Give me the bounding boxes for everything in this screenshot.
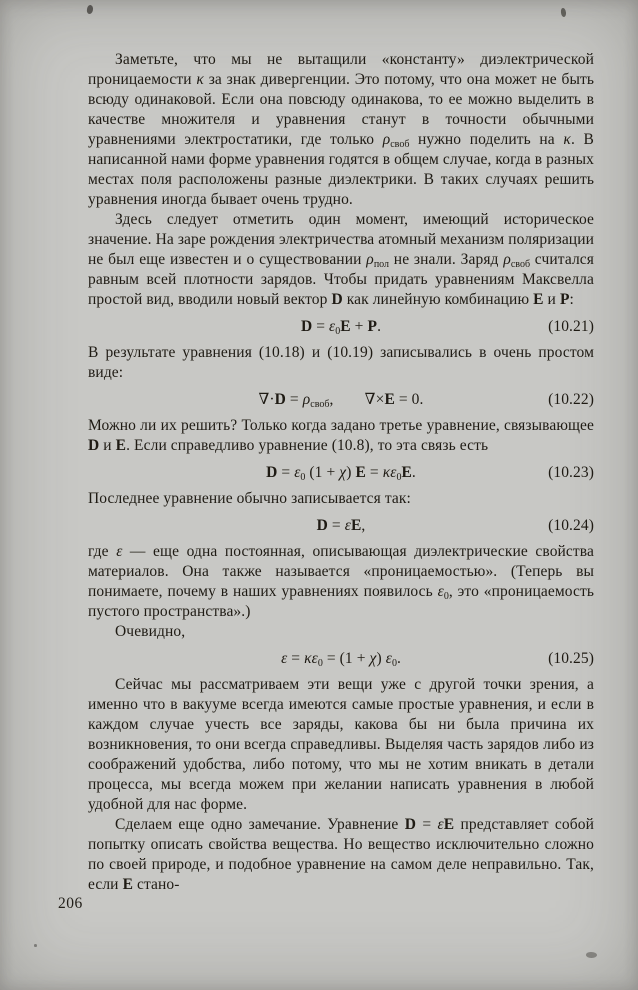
text-run: = 0. <box>394 391 424 408</box>
equation-number: (10.25) <box>548 650 594 667</box>
equation <box>88 317 594 337</box>
equation-number: (10.21) <box>548 318 594 335</box>
scan-artifact-top-right <box>561 8 567 17</box>
text-run: стано- <box>133 876 180 893</box>
vector-symbol: E <box>350 517 362 534</box>
text-run: . Если справедливо уравнение (10.8), то эта связь есть <box>126 437 489 454</box>
vector-symbol: D <box>274 391 286 408</box>
text-run: ) <box>376 650 386 667</box>
math-symbol: ρ <box>366 251 374 268</box>
vector-symbol: E <box>340 318 351 335</box>
math-symbol: ε <box>281 650 288 667</box>
text-run: Заметьте, что мы не вытащили «константу» диэлектрической проницаемости <box>88 51 594 88</box>
scan-artifact-bottom-left <box>34 944 37 947</box>
subscript: 0 <box>335 326 341 337</box>
vector-symbol: P <box>559 291 570 308</box>
text-run: Последнее уравнение обычно записывается так: <box>88 490 411 507</box>
math-symbol: ε <box>344 517 351 534</box>
text-run: ∇· <box>258 391 275 408</box>
vector-symbol: E <box>115 437 127 454</box>
math-symbol: ε <box>437 816 444 833</box>
equation-body <box>258 391 423 408</box>
paragraph <box>88 343 594 383</box>
text-run: . <box>411 464 416 481</box>
text-run: , <box>361 517 366 534</box>
math-symbol: ε <box>385 650 392 667</box>
math-symbol: χ <box>339 464 347 481</box>
equation <box>88 516 594 536</box>
math-symbol: κε <box>304 650 318 667</box>
vector-symbol: D <box>331 291 343 308</box>
math-symbol: ε <box>329 318 336 335</box>
text-run: Можно ли их решить? Только когда задано третье уравнение, связывающее <box>88 417 594 434</box>
text-run: : <box>569 291 574 308</box>
subscript: 0 <box>391 658 397 669</box>
paragraph <box>88 542 594 622</box>
text-column <box>88 50 594 895</box>
vector-symbol: E <box>122 876 134 893</box>
math-symbol: ε <box>116 543 123 560</box>
text-run: ∇× <box>364 391 385 408</box>
vector-symbol: D <box>300 318 313 335</box>
paragraph <box>88 622 594 642</box>
text-run: (1 + <box>305 464 340 481</box>
equation-body <box>281 650 401 667</box>
equation-body <box>317 517 366 534</box>
paragraph <box>88 675 594 815</box>
text-run: = <box>287 650 305 667</box>
text-run: не знали. Заряд <box>389 251 504 268</box>
subscript: пол <box>373 259 390 270</box>
math-symbol: ρ <box>382 131 391 148</box>
vector-symbol: E <box>533 291 544 308</box>
subscript: своб <box>510 259 531 270</box>
math-symbol: κ <box>196 71 204 88</box>
subscript: своб <box>390 139 410 150</box>
vector-symbol: D <box>88 437 100 454</box>
equation-number: (10.24) <box>548 517 594 534</box>
subscript: 0 <box>317 658 323 669</box>
subscript: 0 <box>443 591 449 602</box>
text-run: В результате уравнения (10.18) и (10.19) записывались в очень простом виде: <box>88 344 594 381</box>
equation <box>88 463 594 483</box>
math-symbol: κ <box>563 131 571 148</box>
text-run: Очевидно, <box>115 623 186 640</box>
text-run: считался равным всей плотности зарядов. Чтобы придать уравнениям Максвелла простой вид, вводили новый вектор <box>88 251 594 308</box>
math-symbol: κε <box>382 464 397 481</box>
paragraph <box>88 489 594 509</box>
text-run: как линейную комбинацию <box>342 291 534 308</box>
text-run: представляет собой попытку описать свойства вещества. Но вещество исключительно сложно по своей природе, и подобное уравнение на самом деле неправильно. Так, если <box>88 816 594 893</box>
text-run: и <box>99 437 116 454</box>
text-run: = (1 + <box>322 650 370 667</box>
text-run: . <box>377 318 382 335</box>
text-run: = <box>416 816 438 833</box>
equation <box>88 649 594 669</box>
math-symbol: ε <box>437 583 444 600</box>
vector-symbol: E <box>443 816 455 833</box>
text-run: = <box>277 464 295 481</box>
text-run: ) <box>346 464 356 481</box>
vector-symbol: E <box>384 391 395 408</box>
text-run: Сделаем еще одно замечание. Уравнение <box>115 816 405 833</box>
math-symbol: ρ <box>302 391 311 408</box>
equation-number: (10.22) <box>548 391 594 408</box>
text-run: и <box>543 291 560 308</box>
equation-body <box>301 318 381 335</box>
text-run: за знак дивергенции. Это потому, что она может не быть всюду одинаковой. Если она повсюду одинакова, то ее можно выделить в качестве множителя и уравнения станут в точности обычными уравнениями электростатики, где только <box>88 71 595 148</box>
scan-artifact-bottom-right <box>586 952 597 958</box>
text-run: , <box>329 391 365 408</box>
equation-number: (10.23) <box>548 464 594 481</box>
subscript: 0 <box>300 472 306 483</box>
text-run: = <box>365 464 383 481</box>
math-symbol: ε <box>294 464 301 481</box>
text-run: где <box>88 543 117 560</box>
text-run: , это «проницаемость пустого пространства».) <box>88 583 594 620</box>
text-run: Здесь следует отметить один момент, имеющий историческое значение. На заре рождения электричества атомный механизм поляризации не был еще известен и о существовании <box>88 211 594 268</box>
paragraph <box>88 210 594 310</box>
text-run: — еще одна постоянная, описывающая диэлектрические свойства материалов. Она также называется «проницаемостью». (Теперь вы понимаете, почему в наших уравнениях появилось <box>88 543 594 600</box>
paragraph <box>88 416 594 456</box>
text-run: = <box>327 517 345 534</box>
vector-symbol: D <box>404 816 417 833</box>
scan-artifact-top-left <box>86 4 94 14</box>
vector-symbol: D <box>316 517 328 534</box>
vector-symbol: E <box>355 464 366 481</box>
vector-symbol: D <box>266 464 278 481</box>
text-run: нужно поделить на <box>409 131 564 148</box>
vector-symbol: P <box>367 318 378 335</box>
text-run: . В написанной нами форме уравнения годятся в общем случае, когда в разных местах поля расположены разные диэлектрики. В таких случаях решить уравнения иногда бывает очень трудно. <box>88 131 594 208</box>
text-run: . <box>396 650 401 667</box>
subscript: своб <box>310 399 330 410</box>
text-run: Сейчас мы рассматриваем эти вещи уже с другой точки зрения, а именно что в вакууме всегда имеются самые простые уравнения, и если в каждом случае учесть все заряды, какова бы ни была причина их возникновения, то они всегда справедливы. Выделяя часть зарядов либо из соображений удобства, либо потому, что мы не хотим вникать в детали процесса, мы всегда можем при желании написать уравнения в любой удобной для нас форме. <box>88 676 594 813</box>
paragraph <box>88 50 594 210</box>
text-run: + <box>350 318 368 335</box>
vector-symbol: E <box>401 464 412 481</box>
text-run: = <box>285 391 303 408</box>
paragraph <box>88 815 594 895</box>
equation-body <box>266 464 416 481</box>
math-symbol: χ <box>369 650 377 667</box>
text-run: = <box>312 318 330 335</box>
page-number: 206 <box>58 895 83 912</box>
equation <box>88 390 594 410</box>
subscript: 0 <box>396 472 402 483</box>
math-symbol: ρ <box>503 251 511 268</box>
